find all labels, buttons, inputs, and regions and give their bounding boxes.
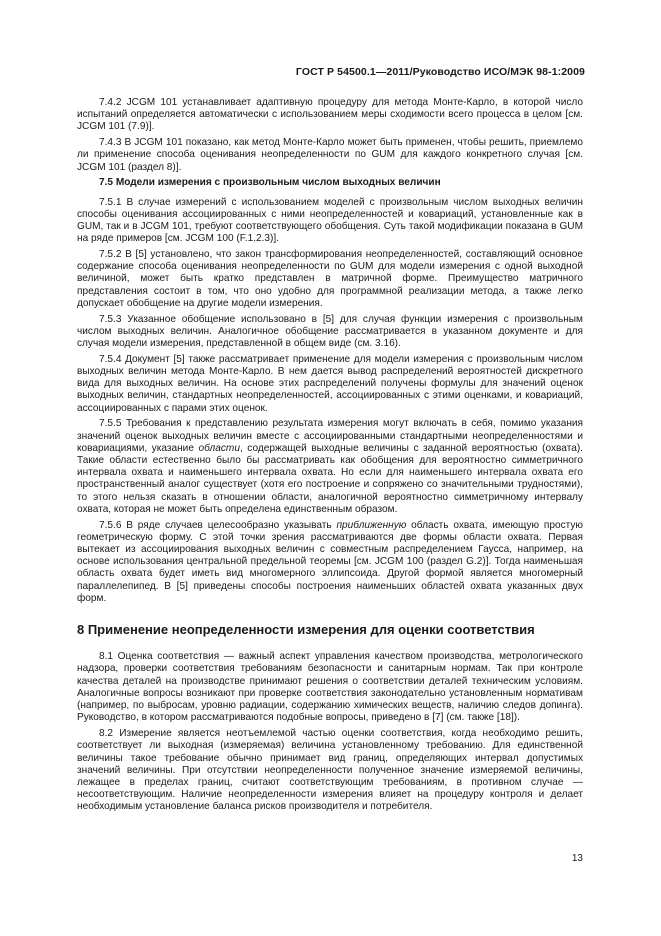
- paragraph-7-4-2: 7.4.2 JCGM 101 устанавливает адаптивную процедуру для метода Монте-Карло, в которой число испытаний определяется автоматически с использованием меры сходимости всего процесса в целом [см. JCGM 101 (7.9)].: [77, 97, 583, 133]
- paragraph-7-5-5: [77, 418, 583, 516]
- paragraph-7-5-6-emphasis: приближенную: [336, 519, 407, 531]
- paragraph-7-4-3: 7.4.3 В JCGM 101 показано, как метод Монте-Карло может быть применен, чтобы решить, приемлемо ли применение способа оценивания неопределенности по GUM для каждого конкретного случая [см. JCGM 101 (раздел 8)].: [77, 137, 583, 173]
- subsection-heading-7-5: 7.5 Модели измерения с произвольным числом выходных величин: [99, 177, 441, 189]
- page-number: 13: [571, 853, 583, 864]
- paragraph-7-5-5-part-a: 7.5.5 Требования к представлению результата измерения могут включать в себя, помимо указания значений оценок выходных величин вместе с ассоциированными стандартными неопределенностями и ковариациями, указание: [77, 418, 583, 454]
- paragraph-7-5-6-part-b: область охвата, имеющую простую геометрическую форму. С этой точки зрения рассматриваются две формы области охвата. Первая вытекает из ассоциирования выходных величин с совместным распределением Гаусса, например, на основе использования центральной предельной теоремы [см. JCGM 100 (раздел G.2)]. Тогда наименьшая область охвата будет иметь вид многомерного эллипсоида. Другой формой является многомерный параллелепипед. В [5] приведены способы построения наименьших областей охвата указанных двух форм.: [77, 519, 583, 604]
- paragraph-7-5-1: 7.5.1 В случае измерений с использованием моделей с произвольным числом выходных величин способы оценивания ассоциированных с ними неопределенностей и ковариаций, установленные как в GUM, так и в JCGM 101, требуют соответствующего обобщения. Суть такой модификации показана в GUM на ряде примеров [см. JCGM 100 (F.1.2.3)].: [77, 196, 583, 245]
- paragraph-8-2: 8.2 Измерение является неотъемлемой частью оценки соответствия, когда необходимо решить, соответствует ли выходная (измеряемая) величина установленному требованию. Для единственной величины такое требование обычно принимает вид границ, определяющих интервал допустимых значений величины. При отсутствии неопределенности полученное значение измеряемой величины, лежащее в пределах границ, считают соответствующим требованиям, в противном случае — несоответствующим. Наличие неопределенности измерения влияет на процедуру контроля и делает необходимым установление баланса рисков производителя и потребителя.: [77, 728, 583, 813]
- document-body: [77, 97, 583, 817]
- paragraph-7-5-2: 7.5.2 В [5] установлено, что закон трансформирования неопределенностей, составляющий основное содержание способа оценивания неопределенности по GUM для модели измерения с одной выходной величиной, может быть кратко представлен в матричной форме. Преимущество матричного представления состоит в том, что оно удобно для программной реализации метода, а также легко допускает обобщение на другие модели измерения.: [77, 249, 583, 309]
- paragraph-7-5-5-part-b: , содержащей выходные величины с заданной вероятностью (охвата). Такие области естественно было бы рассматривать как обобщения для вероятностно симметричного интервала охвата и наименьшего интервала охвата. Но если для наименьшего интервала охвата его пространственный аналог существует (хотя его построение и сопряжено со значительными трудностями), то этого нельзя сказать в отношении области, аналогичной вероятностно симметричному интервалу охвата, которая не может быть определена единственным образом.: [77, 442, 583, 515]
- section-heading-8: 8 Применение неопределенности измерения для оценки соответствия: [77, 622, 535, 638]
- paragraph-7-5-3: 7.5.3 Указанное обобщение использовано в [5] для случая функции измерения с произвольным числом выходных величин. Аналогичное обобщение рассматривается в указанном документе и для случая модели измерения, представленной в общем виде (см. 3.16).: [77, 313, 583, 350]
- paragraph-7-5-4: 7.5.4 Документ [5] также рассматривает применение для модели измерения с произвольным числом выходных величин метода Монте-Карло. В нем дается вывод распределений вероятностей дискретного вида для выходных величин. На основе этих распределений получены формулы для значений оценок выходных величин, стандартных неопределенностей, ассоциированных с этими оценками, и ковариаций, ассоциированных с парами этих оценок.: [77, 353, 583, 414]
- paragraph-7-5-6: [77, 520, 583, 605]
- paragraph-7-5-5-emphasis: области: [198, 442, 240, 454]
- paragraph-7-5-6-part-a: 7.5.6 В ряде случаев целесообразно указывать: [99, 519, 337, 531]
- paragraph-8-1: 8.1 Оценка соответствия — важный аспект управления качеством производства, метрологического надзора, проверки соответствия требованиям безопасности и санитарным нормам. Так при контроле качества деталей на производстве принимают решения о соответствии деталей техническим условиям. Аналогичные вопросы возникают при проверке соответствия законодательно установленным нормативам (например, по выбросам, уровню радиации, содержанию химических веществ, наличию следов допинга). Руководство, в котором рассматриваются подобные вопросы, приведено в [7] (см. также [18]).: [77, 651, 583, 724]
- document-header: ГОСТ Р 54500.1—2011/Руководство ИСО/МЭК 98-1:2009: [295, 66, 585, 78]
